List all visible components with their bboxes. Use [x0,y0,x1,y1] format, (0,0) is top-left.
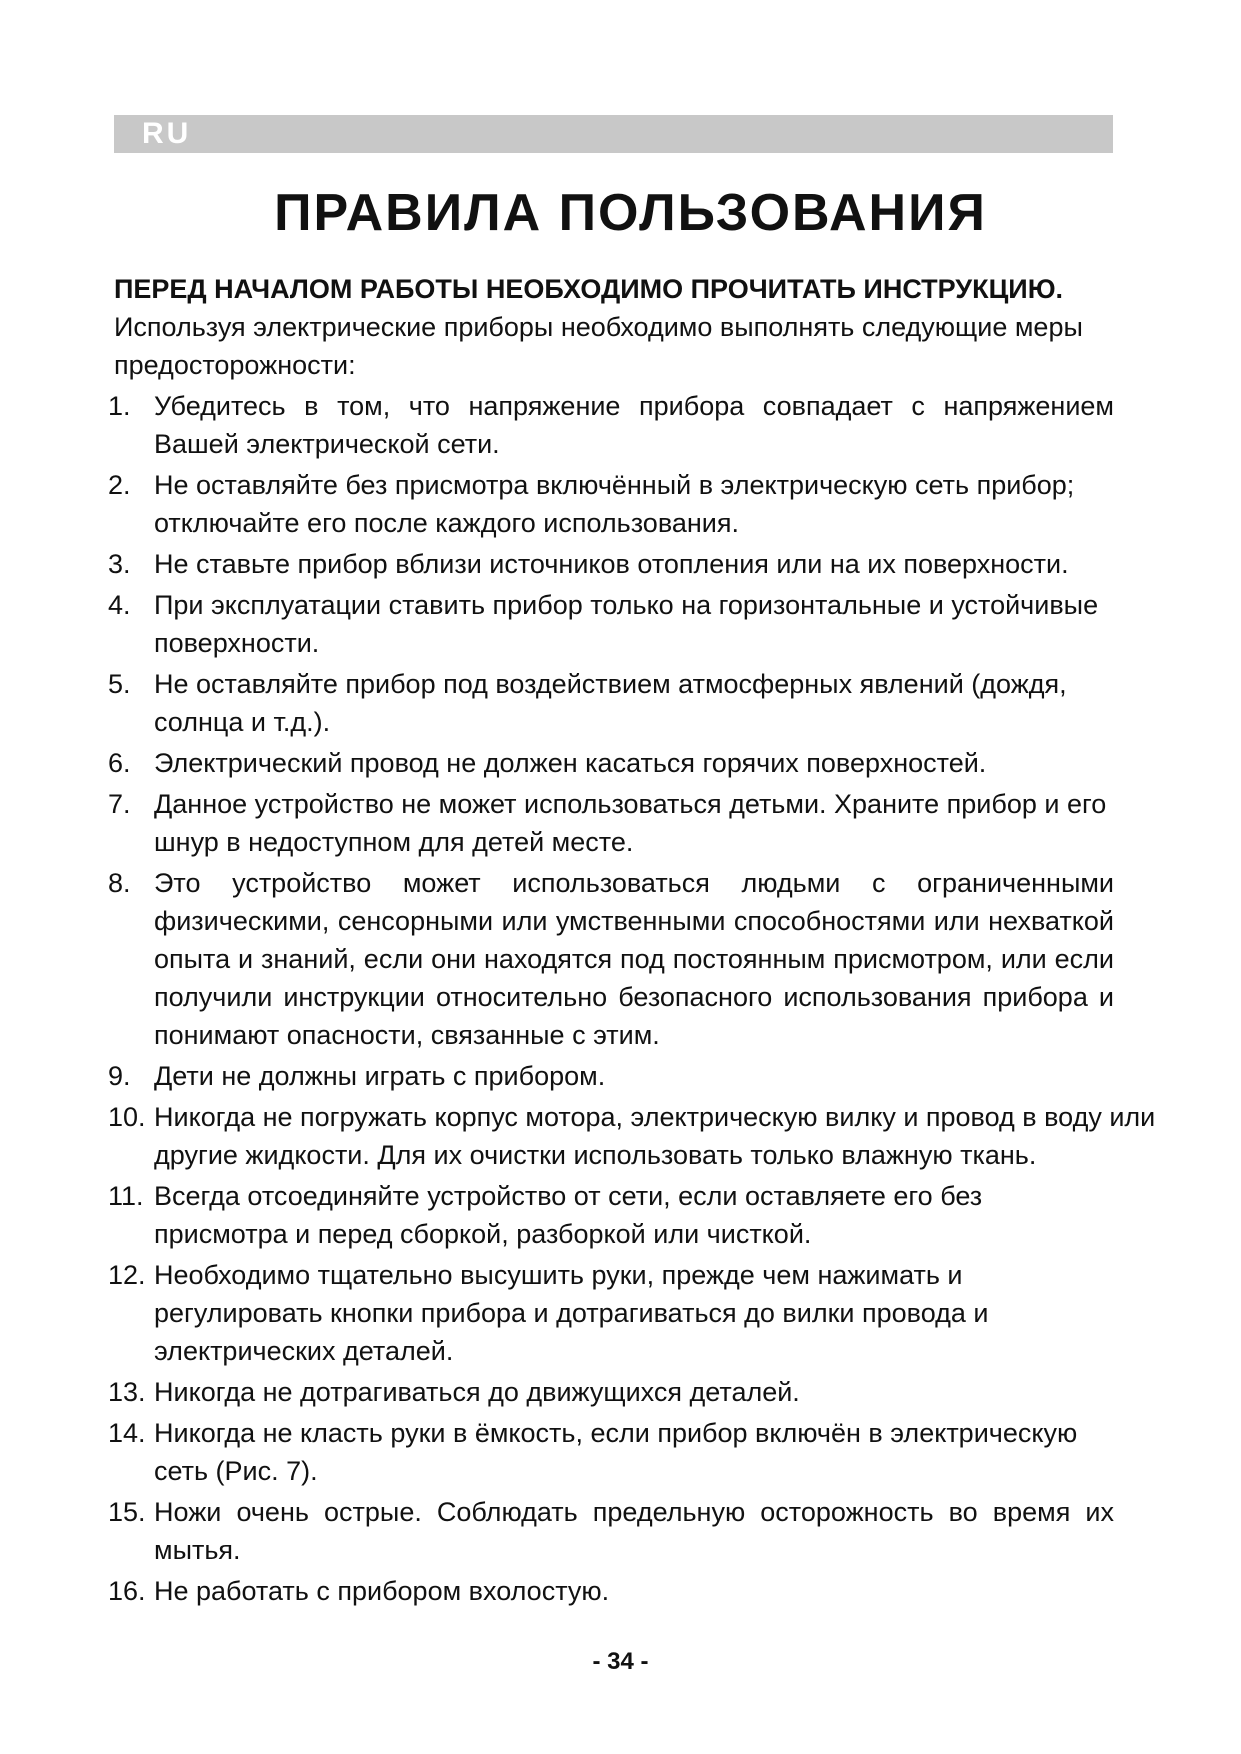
rule-number: 12. [108,1260,146,1290]
rule-item [108,545,1174,583]
rule-number: 11. [108,1181,144,1211]
rule-text: Никогда не дотрагиваться до движущихся деталей. [154,1377,800,1407]
rule-item [108,586,1114,662]
document-body [108,270,1156,1610]
rule-text: Никогда не класть руки в ёмкость, если прибор включён в электрическую сеть (Рис. 7). [154,1418,1078,1486]
rule-text: Необходимо тщательно высушить руки, прежде чем нажимать и регулировать кнопки прибора и дотрагиваться до вилки провода и электрических деталей. [154,1260,989,1366]
rule-item [108,744,1114,782]
rule-number: 7. [108,789,131,819]
rule-text: Ножи очень острые. Соблюдать предельную осторожность во время их мытья. [154,1497,1114,1565]
rule-text: При эксплуатации ставить прибор только на горизонтальные и устойчивые поверхности. [154,590,1099,658]
rule-number: 16. [108,1576,146,1606]
rule-number: 3. [108,549,131,579]
rule-item [108,1098,1174,1174]
intro-paragraph: Используя электрические приборы необходимо выполнять следующие меры предосторожности: [114,312,1083,380]
rule-text: Дети не должны играть с прибором. [154,1061,606,1091]
language-code: RU [142,117,192,150]
page-number: - 34 - [592,1648,649,1675]
rule-text: Не оставляйте прибор под воздействием атмосферных явлений (дождя, солнца и т.д.). [154,669,1067,737]
page-title: ПРАВИЛА ПОЛЬЗОВАНИЯ [274,184,987,242]
rule-number: 10. [108,1102,146,1132]
rule-text: Всегда отсоединяйте устройство от сети, если оставляете его без присмотра и перед сборкой, разборкой или чисткой. [154,1181,983,1249]
rule-number: 9. [108,1061,131,1091]
rule-number: 1. [108,391,131,421]
rule-number: 6. [108,748,131,778]
rule-text: Это устройство может использоваться людьми с ограниченными физическими, сенсорными или умственными способностями или нехваткой опыта и знаний, если они находятся под постоянным присмотром, или если получили инструкции относительно безопасного использования прибора и понимают опасности, связанные с этим. [154,868,1114,1050]
rule-number: 8. [108,868,131,898]
warning-heading: ПЕРЕД НАЧАЛОМ РАБОТЫ НЕОБХОДИМО ПРОЧИТАТЬ ИНСТРУКЦИЮ. [114,274,1064,304]
rule-text: Никогда не погружать корпус мотора, электрическую вилку и провод в воду или другие жидкости. Для их очистки использовать только влажную ткань. [154,1102,1156,1170]
rule-number: 15. [108,1497,146,1527]
rule-number: 13. [108,1377,146,1407]
language-bar [114,115,1113,153]
rule-item [108,1414,1114,1490]
rule-item [108,1256,1114,1370]
rule-item [108,1373,1114,1411]
rule-item [108,785,1114,861]
rule-text: Не оставляйте без присмотра включённый в электрическую сеть прибор; отключайте его после каждого использования. [154,470,1075,538]
rule-item [108,1057,1114,1095]
rules-list [108,387,1156,1610]
rule-item [108,387,1114,463]
rule-number: 4. [108,590,131,620]
rule-item [108,1177,1114,1253]
rule-number: 5. [108,669,131,699]
rule-text: Убедитесь в том, что напряжение прибора совпадает с напряжением Вашей электрической сети. [154,391,1114,459]
rule-item [108,1493,1114,1569]
rule-text: Не работать с прибором вхолостую. [154,1576,610,1606]
rule-text: Электрический провод не должен касаться горячих поверхностей. [154,748,987,778]
rule-number: 2. [108,470,131,500]
rule-number: 14. [108,1418,146,1448]
rule-text: Не ставьте прибор вблизи источников отопления или на их поверхности. [154,549,1069,579]
rule-text: Данное устройство не может использоваться детьми. Храните прибор и его шнур в недоступном для детей месте. [154,789,1107,857]
rule-item [108,466,1114,542]
rule-item [108,1572,1114,1610]
rule-item [108,864,1114,1054]
rule-item [108,665,1114,741]
